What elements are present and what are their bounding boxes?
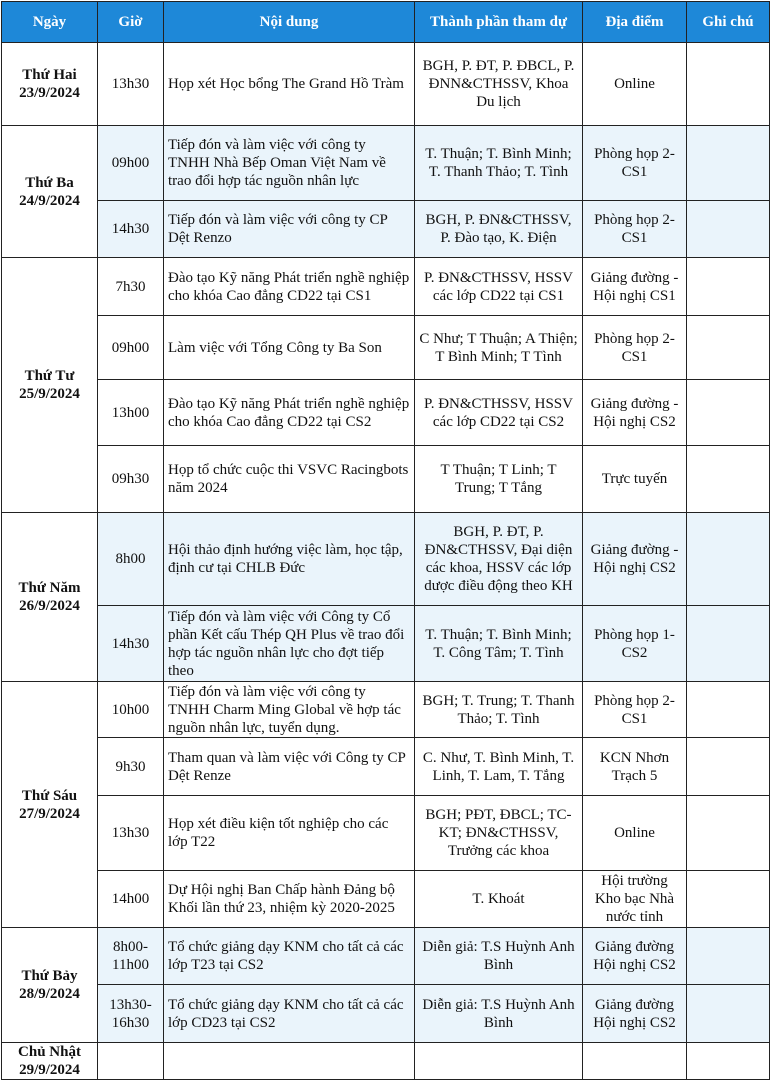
day-name: Thứ Tư	[24, 368, 75, 384]
event-content: Đào tạo Kỹ năng Phát triển nghề nghiệp cho khóa Cao đẳng CD22 tại CS2	[164, 380, 415, 446]
header-row	[2, 2, 770, 43]
event-location: Phòng họp 2- CS1	[583, 316, 687, 380]
header-note: Ghi chú	[687, 2, 770, 43]
table-row	[2, 871, 770, 928]
table-row	[2, 446, 770, 513]
event-time: 10h00	[98, 682, 164, 738]
event-time: 13h30	[98, 43, 164, 126]
header-attendees: Thành phần tham dự	[415, 2, 583, 43]
event-location: Giảng đường - Hội nghị CS2	[583, 513, 687, 606]
event-note	[687, 682, 770, 738]
event-attendees: C. Như, T. Bình Minh, T. Linh, T. Lam, T. Tắng	[415, 738, 583, 796]
table-row	[2, 316, 770, 380]
day-cell	[2, 258, 98, 513]
event-note	[687, 606, 770, 682]
event-content	[164, 1043, 415, 1080]
event-time: 13h30	[98, 796, 164, 871]
event-location: Phòng họp 2- CS1	[583, 682, 687, 738]
event-location	[583, 1043, 687, 1080]
event-time: 7h30	[98, 258, 164, 316]
header-time: Giờ	[98, 2, 164, 43]
event-time: 8h00	[98, 513, 164, 606]
event-attendees: BGH, P. ĐT, P. ĐBCL, P. ĐNN&CTHSSV, Khoa Du lịch	[415, 43, 583, 126]
event-attendees: C Như; T Thuận; A Thiện; T Bình Minh; T Tình	[415, 316, 583, 380]
day-date: 23/9/2024	[19, 85, 80, 101]
event-time: 09h30	[98, 446, 164, 513]
event-attendees: P. ĐN&CTHSSV, HSSV các lớp CD22 tại CS1	[415, 258, 583, 316]
event-note	[687, 316, 770, 380]
event-note	[687, 796, 770, 871]
event-time: 14h00	[98, 871, 164, 928]
day-name: Thứ Hai	[22, 67, 77, 83]
table-row	[2, 380, 770, 446]
event-note	[687, 1043, 770, 1080]
event-location: Online	[583, 796, 687, 871]
event-location: Phòng họp 2- CS1	[583, 201, 687, 258]
event-note	[687, 738, 770, 796]
day-name: Chủ Nhật	[18, 1044, 81, 1060]
event-location: Giảng đường Hội nghị CS2	[583, 985, 687, 1043]
event-content: Tiếp đón và làm việc với công ty CP Dệt Renzo	[164, 201, 415, 258]
table-row	[2, 258, 770, 316]
event-location: Giảng đường Hội nghị CS2	[583, 928, 687, 985]
event-attendees: T. Thuận; T. Bình Minh; T. Công Tâm; T. Tình	[415, 606, 583, 682]
event-attendees: T. Thuận; T. Bình Minh; T. Thanh Thảo; T. Tình	[415, 126, 583, 201]
day-cell	[2, 1043, 98, 1080]
event-note	[687, 43, 770, 126]
event-note	[687, 446, 770, 513]
event-location: Giảng đường - Hội nghị CS2	[583, 380, 687, 446]
event-note	[687, 380, 770, 446]
table-row	[2, 606, 770, 682]
event-note	[687, 201, 770, 258]
event-content: Làm việc với Tổng Công ty Ba Son	[164, 316, 415, 380]
event-time: 09h00	[98, 126, 164, 201]
day-date: 24/9/2024	[19, 192, 80, 209]
event-attendees: Diễn giả: T.S Huỳnh Anh Bình	[415, 985, 583, 1043]
day-cell	[2, 682, 98, 928]
event-time: 13h30-16h30	[98, 985, 164, 1043]
header-location: Địa điểm	[583, 2, 687, 43]
event-time: 13h00	[98, 380, 164, 446]
table-row	[2, 43, 770, 126]
event-content: Tiếp đón và làm việc với công ty TNHH Charm Ming Global về hợp tác nguồn nhân lực, tuyển dụng.	[164, 682, 415, 738]
day-name: Thứ Sáu	[21, 787, 78, 804]
day-cell	[2, 513, 98, 682]
table-row	[2, 126, 770, 201]
event-note	[687, 871, 770, 928]
event-content: Họp xét Học bổng The Grand Hồ Tràm	[164, 43, 415, 126]
event-time: 14h30	[98, 606, 164, 682]
event-note	[687, 928, 770, 985]
event-attendees: BGH, P. ĐN&CTHSSV, P. Đào tạo, K. Điện	[415, 201, 583, 258]
event-content: Hội thảo định hướng việc làm, học tập, định cư tại CHLB Đức	[164, 513, 415, 606]
event-location: Phòng họp 1- CS2	[583, 606, 687, 682]
event-content: Tiếp đón và làm việc với công ty TNHH Nhà Bếp Oman Việt Nam về trao đổi hợp tác nguồn nhân lực	[164, 126, 415, 201]
event-time	[98, 1043, 164, 1080]
event-attendees: T. Khoát	[415, 871, 583, 928]
event-content: Họp tổ chức cuộc thi VSVC Racingbots năm 2024	[164, 446, 415, 513]
day-name: Thứ Năm	[18, 580, 81, 596]
table-row	[2, 513, 770, 606]
event-note	[687, 126, 770, 201]
event-note	[687, 513, 770, 606]
event-attendees: T Thuận; T Linh; T Trung; T Tắng	[415, 446, 583, 513]
header-content: Nội dung	[164, 2, 415, 43]
event-location: Hội trường Kho bạc Nhà nước tỉnh	[583, 871, 687, 928]
table-row	[2, 796, 770, 871]
event-time: 09h00	[98, 316, 164, 380]
event-content: Họp xét điều kiện tốt nghiệp cho các lớp T22	[164, 796, 415, 871]
event-time: 9h30	[98, 738, 164, 796]
event-content: Dự Hội nghị Ban Chấp hành Đảng bộ Khối lần thứ 23, nhiệm kỳ 2020-2025	[164, 871, 415, 928]
event-time: 8h00-11h00	[98, 928, 164, 985]
table-row	[2, 738, 770, 796]
event-attendees: BGH; T. Trung; T. Thanh Thảo; T. Tình	[415, 682, 583, 738]
day-cell	[2, 928, 98, 1043]
event-location: Giảng đường - Hội nghị CS1	[583, 258, 687, 316]
event-time: 14h30	[98, 201, 164, 258]
table-row	[2, 201, 770, 258]
day-date: 29/9/2024	[19, 1062, 80, 1078]
event-content: Đào tạo Kỹ năng Phát triển nghề nghiệp cho khóa Cao đẳng CD22 tại CS1	[164, 258, 415, 316]
table-row	[2, 1043, 770, 1080]
header-day: Ngày	[2, 2, 98, 43]
table-row	[2, 985, 770, 1043]
day-cell	[2, 43, 98, 126]
event-location: Phòng họp 2- CS1	[583, 126, 687, 201]
table-row	[2, 928, 770, 985]
day-name: Thứ Bảy	[21, 968, 78, 984]
event-content: Tiếp đón và làm việc với Công ty Cổ phần Kết cấu Thép QH Plus về trao đổi hợp tác nguồn nhân lực cho đợt tiếp theo	[164, 606, 415, 682]
event-content: Tổ chức giảng dạy KNM cho tất cả các lớp CD23 tại CS2	[164, 985, 415, 1043]
event-note	[687, 258, 770, 316]
event-location: Trực tuyến	[583, 446, 687, 513]
table-row	[2, 682, 770, 738]
event-attendees: BGH; PĐT, ĐBCL; TC-KT; ĐN&CTHSSV, Trưởng các khoa	[415, 796, 583, 871]
day-name: Thứ Ba	[25, 174, 74, 191]
day-cell	[2, 126, 98, 258]
event-attendees	[415, 1043, 583, 1080]
event-attendees: Diễn giả: T.S Huỳnh Anh Bình	[415, 928, 583, 985]
event-attendees: BGH, P. ĐT, P. ĐN&CTHSSV, Đại diện các khoa, HSSV các lớp dược điều động theo KH	[415, 513, 583, 606]
event-attendees: P. ĐN&CTHSSV, HSSV các lớp CD22 tại CS2	[415, 380, 583, 446]
event-location: KCN Nhơn Trạch 5	[583, 738, 687, 796]
day-date: 25/9/2024	[19, 386, 80, 402]
weekly-schedule-table	[1, 1, 770, 1080]
event-location: Online	[583, 43, 687, 126]
day-date: 28/9/2024	[19, 986, 80, 1002]
event-content: Tổ chức giảng dạy KNM cho tất cả các lớp T23 tại CS2	[164, 928, 415, 985]
day-date: 27/9/2024	[19, 805, 80, 822]
day-date: 26/9/2024	[19, 598, 80, 614]
event-content: Tham quan và làm việc với Công ty CP Dệt Renze	[164, 738, 415, 796]
event-note	[687, 985, 770, 1043]
